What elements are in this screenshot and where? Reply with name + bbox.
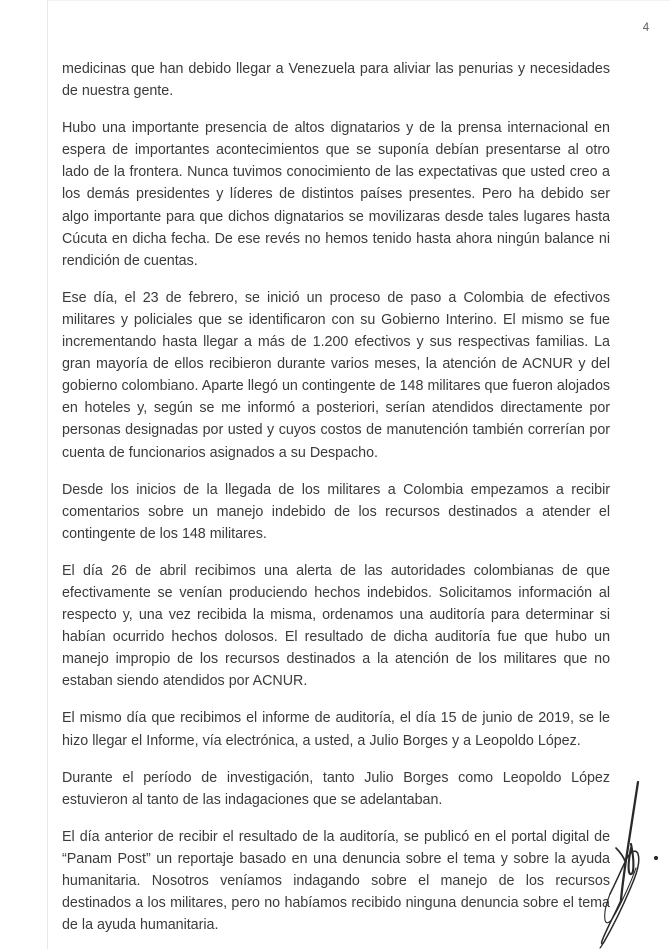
- paragraph: Durante el período de investigación, tanto Julio Borges como Leopoldo López estuvieron al tanto de las indagaciones que se adelantaban.: [62, 769, 610, 808]
- paragraph: El día anterior de recibir el resultado de la auditoría, se publicó en el portal digital de “Panam Post” un reportaje basado en una denuncia sobre el tema y sobre la ayuda humanitaria. Nosotros veníamos indagando sobre el manejo de los recursos destinados a los militares, pero no habíamos recibido ninguna denuncia sobre el tema de la ayuda humanitaria.: [62, 828, 610, 934]
- paragraph: Desde los inicios de la llegada de los militares a Colombia empezamos a recibir comentarios sobre un manejo indebido de los recursos destinados a atender el contingente de los 148 militares.: [62, 481, 610, 542]
- paragraph: El mismo día que recibimos el informe de auditoría, el día 15 de junio de 2019, se le hizo llegar el Informe, vía electrónica, a usted, a Julio Borges y a Leopoldo López.: [62, 710, 610, 749]
- scan-left-edge: [47, 0, 48, 949]
- paragraph: Hubo una importante presencia de altos dignatarios y de la prensa internacional en espera de importantes acontecimientos que se suponía debían presentarse al otro lado de la frontera. Nunca tuvimos conocimiento de las expectativas que usted creo a los demás presidentes y líderes de distintos países presentes. Pero ha debido ser algo importante para que dichos dignatarios se movilizaras desde tales lugares hasta Cúcuta en dicha fecha. De ese revés no hemos tenido hasta ahora ningún balance ni rendición de cuentas.: [62, 120, 610, 269]
- paragraph: Ese día, el 23 de febrero, se inició un proceso de paso a Colombia de efectivos militares y policiales que se identificaron con su Gobierno Interino. El mismo se fue incrementando hasta llegar a más de 1.200 efectivos y sus respectivas familias. La gran mayoría de ellos recibieron durante varios meses, la atención de ACNUR y del gobierno colombiano. Aparte llegó un contingente de 148 militares que fueron alojados en hoteles y, según se me informó a posteriori, serían atendidos directamente por personas designadas por usted y cuyos costos de manutención también correrían por cuenta de funcionarios asignados a su Despacho.: [62, 289, 610, 461]
- scan-top-edge: [47, 0, 670, 1]
- page-number: 4: [642, 22, 650, 34]
- paragraph: medicinas que han debido llegar a Venezuela para aliviar las penurias y necesidades de nuestra gente.: [62, 61, 610, 100]
- document-body: [62, 58, 610, 936]
- paragraph: El día 26 de abril recibimos una alerta de las autoridades colombianas de que efectivamente se venían produciendo hechos indebidos. Solicitamos información al respecto y, una vez recibida la misma, ordenamos una auditoría para determinar si habían ocurrido hechos dolosos. El resultado de dicha auditoría fue que hubo un manejo impropio de los recursos destinados a la atención de los militares que no estaban siendo atendidos por ACNUR.: [62, 562, 610, 690]
